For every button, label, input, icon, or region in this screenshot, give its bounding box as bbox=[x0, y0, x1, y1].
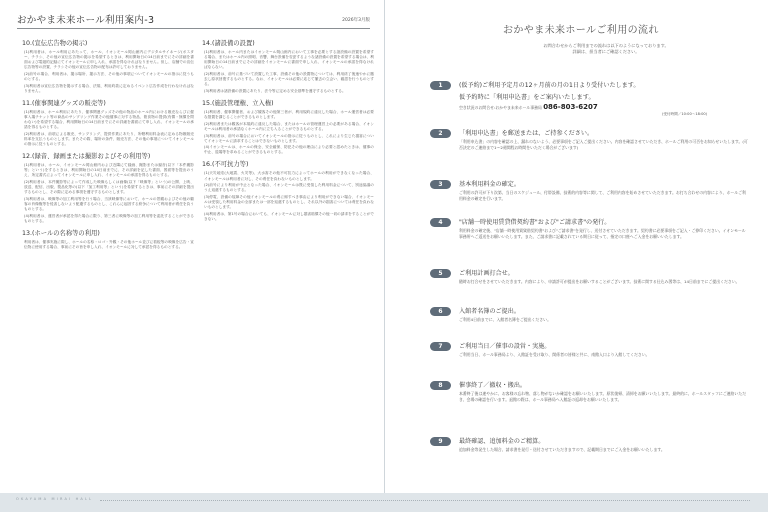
terms-section bbox=[202, 161, 374, 222]
step-number: 8 bbox=[430, 381, 451, 390]
section-paragraph: (1)利用者、催事開催者、および観客その他第三者が、利用規約に違反した場合、ホール運営者は必要な措置を講じることができるものとします。 bbox=[204, 109, 374, 120]
section-paragraph: (1)利用者は、ホール内またはイオンモール岡山館内において工事を必要とする諸設備の設置を希望する場合、またはホール内の照明、音響、舞台設備を変更するような諸設備の設置を希望する場合は、利用開始日の14日前までにその詳細をイオンモールに書面で申し入れ、イオンモールの承諾を得なければならない。 bbox=[204, 50, 374, 70]
section-paragraph: (3)利用者は、前号の場合においてイオンモールの指示に従うものとし、これにより生じた損害についてイオンモールに請求することはできないものとします。 bbox=[204, 133, 374, 143]
section-paragraph: (3)停電、設備の故障その他イオンモールの責に帰すべき事由により利用ができない場合、イオンモールは受領した利用料金の全部または一部を返還するものとし、それ以外の損害については責任を負わないものとします。 bbox=[204, 195, 374, 210]
title-divider bbox=[17, 28, 370, 29]
page-title: おかやま未来ホール利用案内-3 bbox=[17, 15, 155, 26]
step-description: ご利用当日、ホール事務局より、入館証を受け取り、関係者の皆様と共に、南館入口より入館してください。 bbox=[459, 352, 650, 357]
section-paragraph: (1)天災地変(大地震、火災等)、大水害その他不可抗力によってホールの利用ができなくなった場合、イオンモールは利用者に対し、その責任を負わないものとします。 bbox=[204, 171, 374, 181]
intro-line-2: 詳細は、担当者にご確認ください。 bbox=[572, 49, 640, 55]
step-number: 9 bbox=[430, 437, 451, 446]
flow-intro bbox=[521, 43, 691, 55]
footer-brand: OKAYAMA MIRAI HALL bbox=[16, 497, 94, 501]
section-heading: 10.(宣伝広告物の掲示) bbox=[22, 40, 88, 47]
section-heading: 14.(諸設備の設置) bbox=[202, 40, 255, 47]
terms-column-left bbox=[22, 40, 194, 256]
flow-title: おかやま未来ホールご利用の流れ bbox=[503, 25, 659, 36]
terms-section bbox=[22, 153, 194, 224]
intro-line-1: お問合わせからご利用までの流れは以下のようになっております。 bbox=[543, 43, 669, 48]
section-heading: 13.(ホールの名称等の利用) bbox=[22, 230, 100, 237]
section-heading: 16.(不可抗力等) bbox=[202, 161, 249, 169]
section-paragraph: (1)利用者は、ホール、イオンモール岡山館内および近隣にて録画、撮影または録音(以下「本件撮影等」という)をするときは、利用開始日の14日前までに、その詳細を記した書面、図面等を提出のうえ、所定書式によってイオンモールに申し入れ、イオンモールの承諾を得るものとする。 bbox=[24, 163, 194, 178]
right-page bbox=[385, 0, 768, 493]
section-paragraph: (2)利用者は、前項による販売、サンプリング、提供作業にあたり、所轄利用料金表に定める物販販売料率を支払うものとします。またその際、場所の条件、販売方法、その他の事項についてイオンモールの指示に従うものとする。 bbox=[24, 131, 194, 147]
section-paragraph: (2)前号の場合、利用者は、掲示場所、掲示方法、その他の事項についてイオンモールの指示に従うものとする。 bbox=[24, 71, 194, 82]
terms-column-right bbox=[202, 40, 374, 228]
section-paragraph: (2)利用者または観客が本規約に違反した場合、またはホールの管理運営上の必要がある場合、イオンモールは利用者の承諾なくホール内に立ち入ることができるものとする。 bbox=[204, 121, 374, 131]
terms-section bbox=[22, 100, 194, 147]
section-paragraph: (3)利用者は、映像等の加工利用等を行う場合、当該映像等において、ホールの景観およびその他の顧客の肖像権等を侵害しないよう配慮するものとし、これらに起因する紛争について利用者が責任を負うものとする。 bbox=[24, 196, 194, 212]
step-note: 仮予約時に「利用申込書」をご案内いたします。 bbox=[459, 94, 595, 101]
section-paragraph: 利用者は、催事実施に際し、ホールの名称・ロゴ・外観・その他ホール並びに看板等の映像を広告・宣伝物に使用する場合、事前にその旨を申し入れ、イオンモールに対して承認を得るものとする。 bbox=[24, 240, 194, 250]
step-description: 「利用申込書」の内容を確認の上、漏れのないよう、必要事項をご記入ご提出ください。内容を確認させていただき、ホールご利用の可否をお知らせいたします。(可否決定のご連絡まで1〜2週間程お時間をいただく場合がございます) bbox=[459, 139, 748, 150]
step-title: ご利用計画打合せ。 bbox=[459, 270, 514, 277]
step-number: 7 bbox=[430, 342, 451, 351]
step-description: ご利用4日前までに、入館者名簿をご提出ください。 bbox=[459, 317, 551, 322]
terms-section bbox=[22, 40, 194, 94]
section-paragraph: (4)イオンモールは、ホールの保全、安全確保、防犯その他の理由により必要と認めたときは、催事の中止、退場等を求めることができるものとする。 bbox=[204, 145, 374, 155]
reception-hours: (受付時間／10:00〜18:00) bbox=[662, 112, 708, 116]
terms-section bbox=[202, 100, 374, 156]
section-heading: 12.(録音、録画または撮影およびその利用等) bbox=[22, 153, 151, 161]
step-title: 入館者名簿のご提出。 bbox=[459, 308, 520, 315]
phone-number: 086-803-6207 bbox=[543, 103, 598, 111]
left-page bbox=[0, 0, 385, 493]
step-description: 随時お打合せをさせていただきます。内容により、申請許可が提出をお願いすることがございます。技術に関する仕込み図等は、14日前までにご提出ください。 bbox=[459, 279, 740, 284]
step-contact bbox=[459, 105, 749, 111]
step-title: 最終確認、追加料金のご精算。 bbox=[459, 438, 545, 445]
section-paragraph: (3)利用者は諸設備の設置にあたり、法令等に定める安全基準を遵守するものとする。 bbox=[204, 88, 346, 93]
step-number: 2 bbox=[430, 129, 451, 138]
step-title: (仮予約)ご利用予定月の12ヶ月前の月の1日より受付いたします。 bbox=[459, 82, 640, 89]
step-number: 5 bbox=[430, 269, 451, 278]
step-number: 4 bbox=[430, 218, 451, 227]
step-description: 利用料金の確定後、"店舗一時使用賃貸借契約書"および"ご請求書"を発行し、送付させていただきます。契約書に必要事項をご記入・ご捺印ください。イオンモール事務所へご返送をお願いいたします。また、ご請求書に記載されている期日に従って、指定の口座へご入金をお願いいたします。 bbox=[459, 228, 746, 239]
section-paragraph: (2)利用者は、本件撮影等によって作成した映像もしくは画像(以下「映像等」という)の公開、上映、放送、配信、出版、製品化等の(以下「加工利用等」という)を希望するときは、事前にその詳細を提出するものとし、その際に定める事項を遵守するものとします。 bbox=[24, 180, 194, 195]
section-paragraph: (3)利用者は宣伝広告物を掲示する場合、法規、利用約款に定めるイベント広告作成を行わなければなりません。 bbox=[24, 83, 194, 93]
section-heading: 11.(催事関連グッズの販売等) bbox=[22, 99, 106, 107]
step-title: 基本利用料金の確定。 bbox=[459, 181, 520, 188]
step-description: 本番終了後は速やかに、お客様の忘れ物、落し物がないか確認をお願いいたします。原状復帰、清掃をお願いいたします。最終的に、ホールスタッフにご連絡いただき、会場の確認を行います。退館の際は、ホール事務局へ入館証の返却をお願いいたします。 bbox=[459, 391, 747, 402]
step-title: "店舗一時使用賃貸借契約書"および"ご請求書"の発行。 bbox=[459, 219, 611, 226]
revision-date: 2026年3月版 bbox=[342, 18, 370, 23]
section-paragraph: (2)前号により利用が中止となった場合、イオンモールは既に受領した利用料金について、別途協議のうえ返還するものとする。 bbox=[204, 183, 374, 193]
section-heading: 15.(施設管理権、立入権) bbox=[202, 99, 274, 107]
section-paragraph: (4)利用者は、第1号の場合においても、イオンモールに対し損害賠償その他一切の請求をすることができない。 bbox=[204, 211, 374, 221]
step-description: ご利用の許可が下り次第、当日のスケジュール、付帯設備、技術的内容等に関して、ご利用内容を始めさせていただきます。お打ち合わせの内容により、ホールご利用料金の確定を行います。 bbox=[459, 190, 746, 201]
contact-label: 空き状況のお問合せ:おかやま未来ホール事務局 bbox=[459, 105, 542, 110]
step-description: 追加料金等発生した場合、請求書を発行・送付させていただきますので、記載期日までにご入金をお願いいたします。 bbox=[459, 447, 665, 452]
section-paragraph: (1)利用者は、ホール利用にあたり、催事関連グッズその他の物品のホール内における販売ならびに催事入場チケット等の商品のサンプリング作業その他催事に対する物品、飲食物の提供(有償・無償を問わない)を希望する場合、利用開始日の14日前までにその詳細を書面にて申し入れ、イオンモールの承諾を得るものとする。 bbox=[24, 109, 194, 130]
step-title: 「利用申込書」を郵送または、ご持参ください。 bbox=[459, 130, 594, 137]
step-number: 1 bbox=[430, 81, 451, 90]
terms-section bbox=[22, 230, 194, 250]
step-number: 3 bbox=[430, 180, 451, 189]
bottom-band bbox=[0, 493, 768, 512]
step-number: 6 bbox=[430, 307, 451, 316]
section-paragraph: (2)利用者は、前号に基づいて設置した工事、設備その他の設置物については、利用終了後速やかに撤去し原状回復するものとする。なお、イオンモールは必要に応じて撤去の立会い、確認を行うものとする。 bbox=[204, 71, 374, 87]
step-title: 催事終了／撤収・搬出。 bbox=[459, 382, 527, 389]
section-paragraph: (1)利用者は、ホール利用にあたって、ホール、イオンモール岡山館内にデジタルサイネージ(ポスター、チラシ、その他の宣伝広告物の掲示を希望するときは、利用開始日の14日前までにその詳細を書面および電磁的記録にてイオンモールに申し入れ、承諾を得なければなりません。但し、店舗での宣伝広告物等の設置、チラシその他の宣伝広告物の配布は許可しておりません。 bbox=[24, 50, 194, 70]
footer-dotted-line bbox=[100, 500, 750, 501]
section-paragraph: (4)利用者は、運営者が承認を得た場合に限り、第三者に映像等の加工利用等を委託することができるものとする。 bbox=[24, 213, 194, 223]
step-title: ご利用当日／催事の設営・実施。 bbox=[459, 343, 551, 350]
terms-section bbox=[202, 40, 374, 94]
